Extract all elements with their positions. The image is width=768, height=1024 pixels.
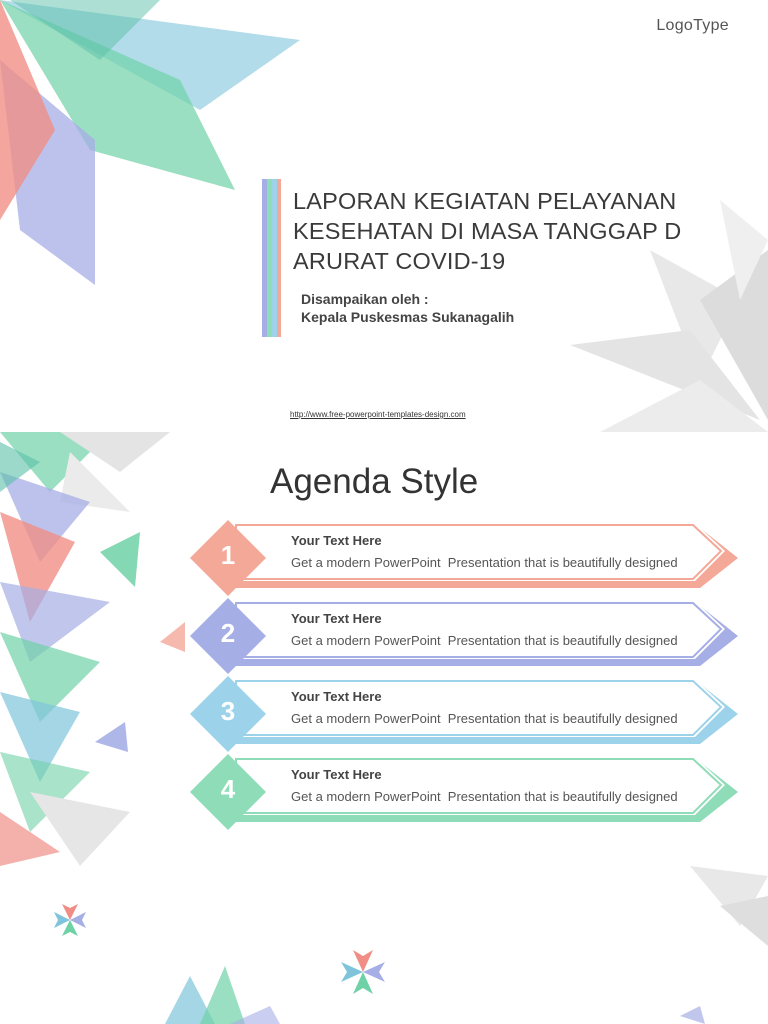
agenda-item-number: 1 [220,540,236,570]
flower-decoration [0,866,768,1024]
agenda-item-number: 2 [220,618,236,648]
agenda-item-number: 3 [220,696,236,726]
agenda-item-number: 4 [220,774,236,804]
title-accent-bars [262,179,281,337]
cover-slide [0,0,768,432]
agenda-item-4 [190,754,742,830]
agenda-item-heading: Your Text Here [291,767,382,782]
agenda-item-text: Get a modern PowerPoint Presentation that is beautifully designed [291,633,678,648]
agenda-item-1 [190,520,742,596]
agenda-item-text: Get a modern PowerPoint Presentation that is beautifully designed [291,555,678,570]
agenda-item-2 [190,598,742,674]
next-slide-preview [0,866,768,1024]
agenda-title: Agenda Style [270,462,479,501]
agenda-item-heading: Your Text Here [291,533,382,548]
cover-subtitle: Disampaikan oleh : Kepala Puskesmas Sukanagalih [301,291,515,325]
agenda-item-heading: Your Text Here [291,611,382,626]
template-link[interactable]: http://www.free-powerpoint-templates-design.com [290,410,466,419]
agenda-item-text: Get a modern PowerPoint Presentation that is beautifully designed [291,711,678,726]
cover-title: LAPORAN KEGIATAN PELAYANAN KESEHATAN DI MASA TANGGAP D ARURAT COVID-19 [293,188,682,274]
agenda-item-text: Get a modern PowerPoint Presentation that is beautifully designed [291,789,678,804]
agenda-item-3 [190,676,742,752]
agenda-slide [0,432,768,866]
logotype: LogoType [656,17,729,34]
agenda-item-heading: Your Text Here [291,689,382,704]
